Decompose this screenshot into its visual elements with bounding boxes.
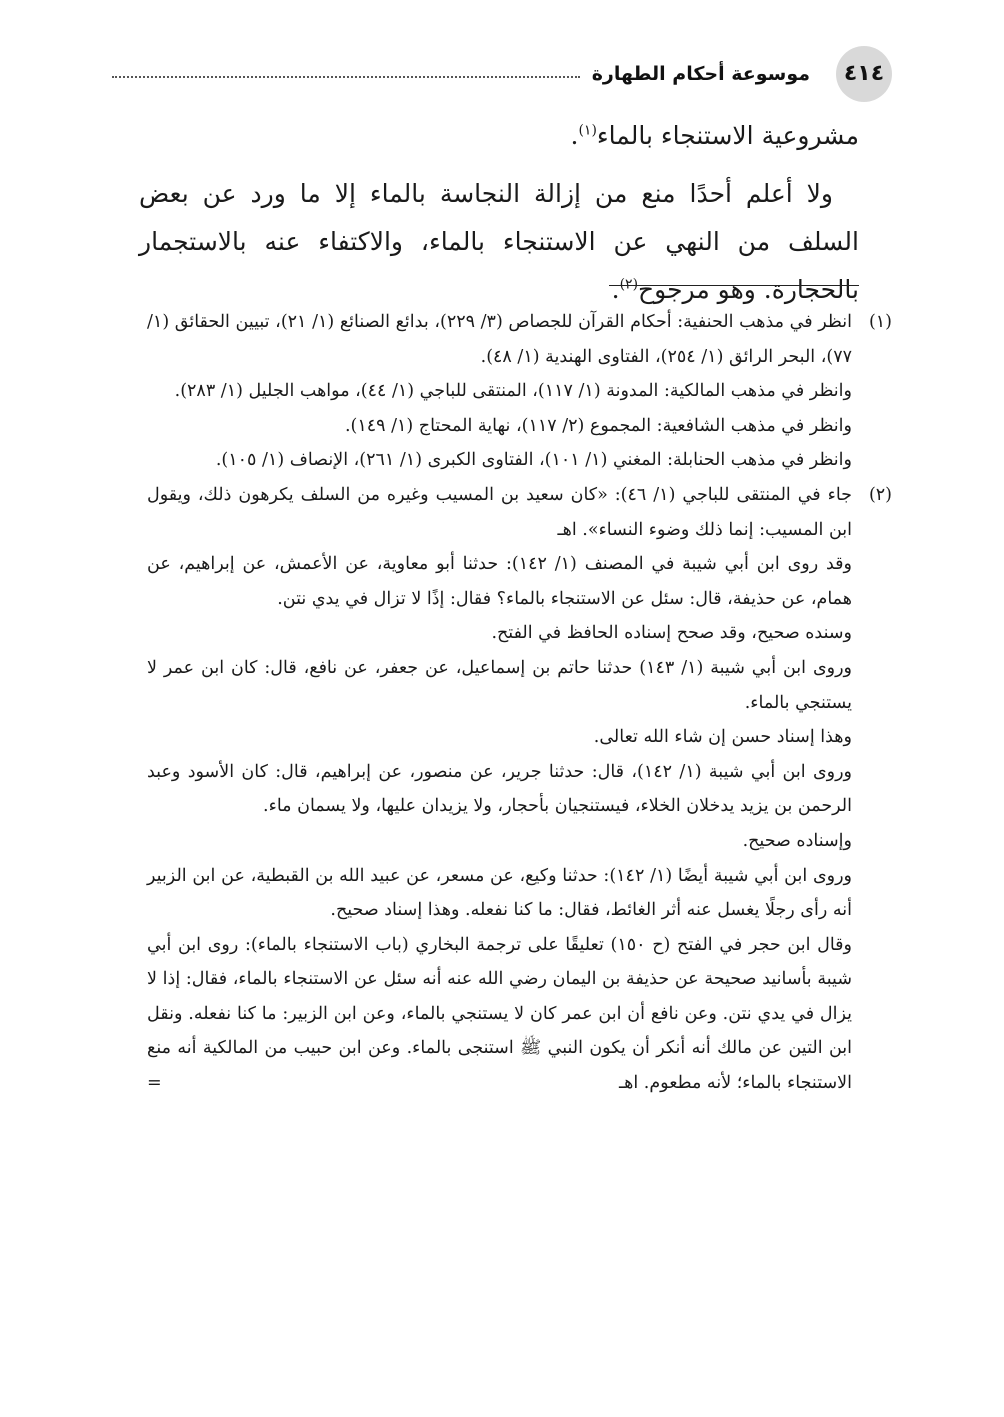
footnote-line: وروى ابن أبي شيبة (١/ ١٤٢)، قال: حدثنا جرير، عن منصور، عن إبراهيم، قال: كان الأسود وعبد الرحمن بن يزيد يدخلان الخلاء، فيستنجيان بأحجار، ولا يزيدان عليها، ولا يسمان ماء. <box>147 761 852 817</box>
footnote-line: وانظر في مذهب الحنابلة: المغني (١/ ١٠١)، الفتاوى الكبرى (١/ ٢٦١)، الإنصاف (١/ ١٠٥). <box>215 450 852 471</box>
main-text <box>139 112 859 314</box>
footnote-2-number: (٢) <box>868 484 892 505</box>
continuation-mark: = <box>147 1073 162 1094</box>
footnote-ref-1: (١) <box>578 122 597 139</box>
footnote-line: جاء في المنتقى للباجي (١/ ٤٦): «كان سعيد بن المسيب وغيره من السلف يكرهون ذلك، ويقول ابن المسيب: إنما ذلك وضوء النساء». اهـ <box>147 484 852 540</box>
footnote-1 <box>147 305 892 478</box>
paragraph-1-end: . <box>570 121 579 150</box>
footnote-line-last <box>147 928 852 1101</box>
footnote-2 <box>147 478 892 1101</box>
page-header <box>112 46 892 102</box>
footnote-line: وروى ابن أبي شيبة (١/ ١٤٣) حدثنا حاتم بن إسماعيل، عن جعفر، عن نافع، قال: كان ابن عمر لا يستنجي بالماء. <box>147 657 852 713</box>
footnote-line-last-text: وقال ابن حجر في الفتح (ح ١٥٠) تعليقًا على ترجمة البخاري (باب الاستنجاء بالماء): روى ابن أبي شيبة بأسانيد صحيحة عن حذيفة بن اليمان رضي الله عنه أنه سئل عن الاستنجاء بالماء، فقال: إذا لا يزال في يدي نتن. وعن نافع أن ابن عمر كان لا يستنجي بالماء، وعن ابن الزبير: ما كنا نفعله. ونقل ابن التين عن مالك أنه أنكر أن يكون النبي ﷺ استنجى بالماء. وعن ابن حبيب من المالكية أنه منع الاستنجاء بالماء؛ لأنه مطعوم. اهـ <box>147 934 852 1094</box>
footnote-line: وانظر في مذهب الشافعية: المجموع (٢/ ١١٧)، نهاية المحتاج (١/ ١٤٩). <box>344 415 852 436</box>
footnote-line: وهذا إسناد حسن إن شاء الله تعالى. <box>593 727 852 748</box>
running-title: موسوعة أحكام الطهارة <box>591 63 810 85</box>
paragraph-2-text: ولا أعلم أحدًا منع من إزالة النجاسة بالماء إلا ما ورد عن بعض السلف من النهي عن الاستنجاء بالماء، والاكتفاء عنه بالاستجمار بالحجارة. وهو مرجوح <box>139 179 859 304</box>
paragraph-1-text: مشروعية الاستنجاء بالماء <box>596 121 859 150</box>
running-head <box>112 60 822 88</box>
footnote-line: وإسناده صحيح. <box>742 830 852 851</box>
dotted-leader <box>112 76 580 78</box>
footnote-line: وانظر في مذهب المالكية: المدونة (١/ ١١٧)، المنتقى للباجي (١/ ٤٤)، مواهب الجليل (١/ ٢٨٣). <box>174 381 852 402</box>
paragraph-2 <box>139 170 859 314</box>
footnote-separator <box>609 285 859 286</box>
footnotes <box>147 305 892 1101</box>
footnote-ref-2: (٢) <box>619 276 639 293</box>
footnote-line: وقد روى ابن أبي شيبة في المصنف (١/ ١٤٢): حدثنا أبو معاوية، عن الأعمش، عن إبراهيم، عن همام، عن حذيفة، قال: سئل عن الاستنجاء بالماء؟ فقال: إذًا لا تزال في يدي نتن. <box>147 554 852 609</box>
footnote-line: انظر في مذهب الحنفية: أحكام القرآن للجصاص (٣/ ٢٢٩)، بدائع الصنائع (١/ ٢١)، تبيين الحقائق (١/ ٧٧)، البحر الرائق (١/ ٢٥٤)، الفتاوى الهندية (١/ ٤٨). <box>147 312 852 367</box>
paragraph-2-end: . <box>611 275 620 304</box>
footnote-line: وروى ابن أبي شيبة أيضًا (١/ ١٤٢): حدثنا وكيع، عن مسعر، عن عبيد الله بن القبطية، عن ابن الزبير أنه رأى رجلًا يغسل عنه أثر الغائط، فقال: ما كنا نفعله. وهذا إسناد صحيح. <box>147 865 852 921</box>
paragraph-1 <box>139 112 859 160</box>
footnote-line: وسنده صحيح، وقد صحح إسناده الحافظ في الفتح. <box>491 623 852 644</box>
footnote-1-number: (١) <box>868 312 892 332</box>
page-number: ٤١٤ <box>836 46 892 102</box>
